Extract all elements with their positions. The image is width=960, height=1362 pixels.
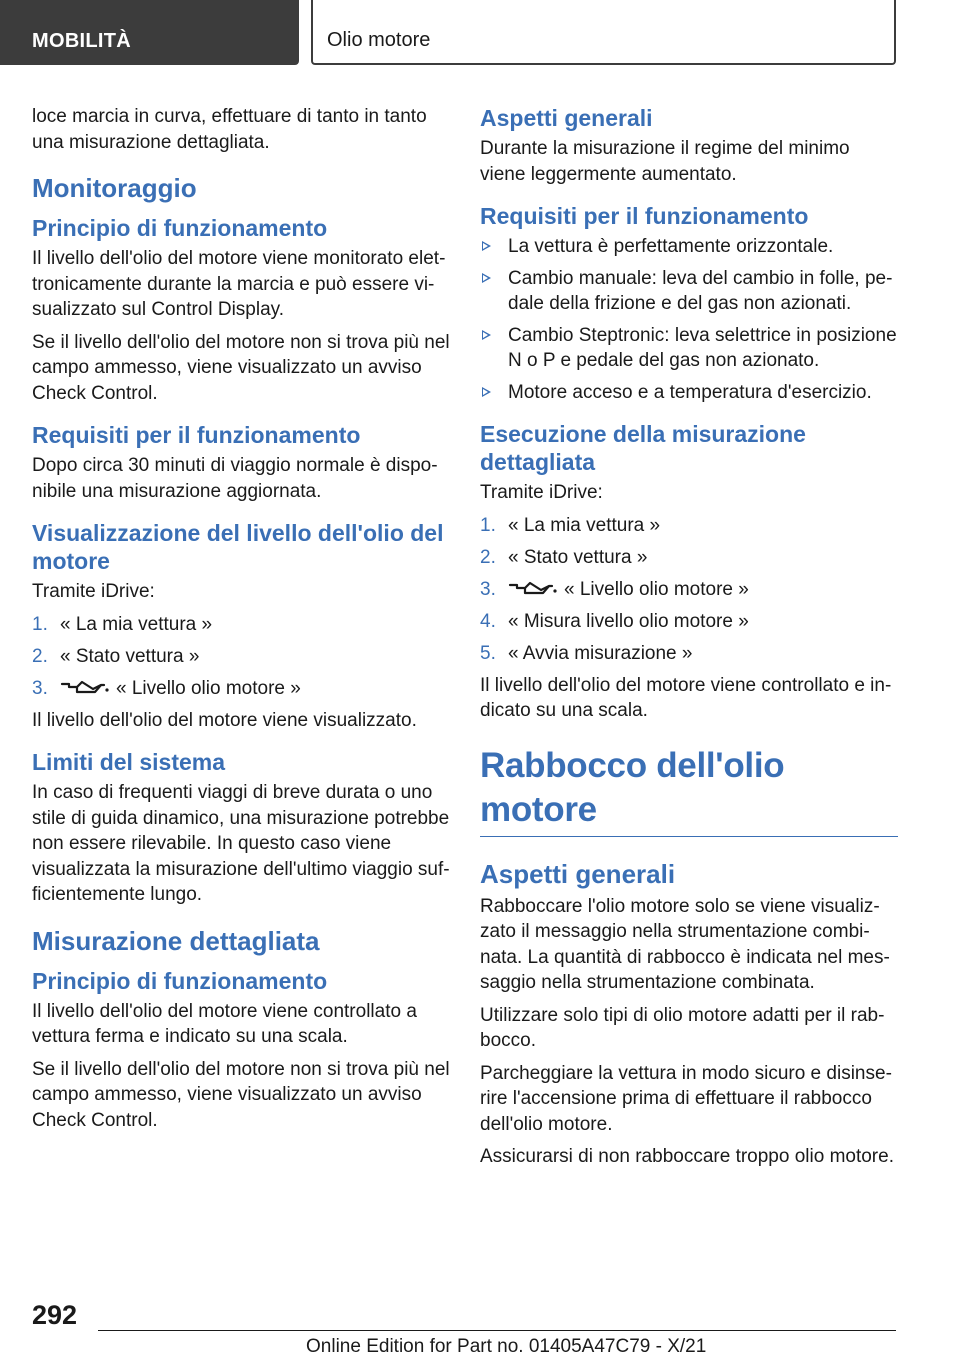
intro-paragraph: loce marcia in curva, effettuare di tanto in tanto una misurazione dettagliata. [32, 106, 427, 153]
header-section-label: MOBILITÀ [32, 30, 132, 52]
paragraph-esecuzione: Il livello dell'olio del motore viene controllato e indicato su una scala. [480, 674, 892, 721]
paragraph-misurazione-1: Il livello dell'olio del motore viene controllato a vettura ferma e indicato su una scala. [32, 1000, 417, 1047]
list-item [480, 641, 898, 667]
right-column [480, 104, 898, 1177]
bullet-text: Cambio manuale: leva del cambio in folle, pedale della frizione e del gas non azionati. [508, 267, 893, 314]
footer-edition: Online Edition for Part no. 01405A47C79 - X/21 [306, 1336, 707, 1357]
triangle-bullet-icon [482, 387, 491, 397]
paragraph-rabbocco-1: Rabboccare l'olio motore solo se viene visualizzato il messaggio nella strumentazione combinata. La quantità di rabbocco è indicata nel messaggio nella strumentazione combinata. [480, 895, 890, 993]
paragraph-requisiti: Dopo circa 30 minuti di viaggio normale è disponibile una misurazione aggiornata. [32, 455, 438, 502]
heading-aspetti-rabbocco: Aspetti generali [480, 858, 676, 889]
step-number: 3. [32, 677, 48, 699]
oil-dipstick-icon [508, 579, 558, 599]
step-text: « La mia vettura » [60, 613, 213, 635]
step-number: 3. [480, 578, 496, 600]
list-item [480, 609, 898, 635]
step-number: 2. [32, 645, 48, 667]
heading-principio-misurazione: Principio di funzionamento [32, 967, 328, 994]
bullet-text: Cambio Steptronic: leva selettrice in posizione N o P e pedale del gas non azionato. [508, 324, 897, 371]
paragraph-principio-1: Il livello dell'olio del motore viene monitorato elettronicamente durante la marcia e può essere visualizzato sul Control Display. [32, 248, 446, 320]
paragraph-rabbocco-2: Utilizzare solo tipi di olio motore adatti per il rabbocco. [480, 1004, 885, 1051]
paragraph-visualizzato: Il livello dell'olio del motore viene visualizzato. [32, 709, 417, 731]
step-text: « Misura livello olio motore » [508, 610, 749, 632]
steps-visualizzazione [32, 612, 450, 702]
step-number: 4. [480, 610, 496, 632]
paragraph-limiti: In caso di frequenti viaggi di breve durata o uno stile di guida dinamico, una misurazione potrebbe non essere rilevabile. In questo caso viene visualizzata la misurazione dell'ultimo viaggio sufficientemente lungo. [32, 782, 450, 905]
list-item [480, 545, 898, 571]
step-text: « Avvia misurazione » [508, 642, 693, 664]
triangle-bullet-icon [482, 273, 491, 283]
step-number: 1. [32, 613, 48, 635]
list-item [480, 323, 898, 374]
paragraph-principio-2: Se il livello dell'olio del motore non si trova più nel campo ammesso, viene visualizzato un avviso Check Control. [32, 331, 450, 404]
heading-misurazione-dettagliata: Misurazione dettagliata [32, 925, 320, 956]
paragraph-tramite-idrive-2: Tramite iDrive: [480, 482, 603, 503]
footer-divider [98, 1330, 896, 1331]
step-text: « La mia vettura » [508, 514, 661, 536]
paragraph-misurazione-2: Se il livello dell'olio del motore non si trova più nel campo ammesso, viene visualizzato un avviso Check Control. [32, 1058, 450, 1131]
list-item [480, 266, 898, 317]
paragraph-aspetti: Durante la misurazione il regime del minimo viene leggermente aumentato. [480, 138, 850, 185]
paragraph-rabbocco-4: Assicurarsi di non rabboccare troppo olio motore. [480, 1146, 894, 1167]
triangle-bullet-icon [482, 330, 491, 340]
heading-aspetti-generali: Aspetti generali [480, 105, 653, 131]
steps-esecuzione [480, 513, 898, 667]
heading-principio-monitoraggio: Principio di funzionamento [32, 215, 328, 241]
heading-rabbocco: Rabbocco dell'olio motore [480, 744, 898, 837]
step-text: « Stato vettura » [508, 546, 648, 568]
left-column [32, 104, 450, 1140]
header-section-tab [0, 0, 299, 65]
list-item [480, 234, 898, 260]
list-item [480, 513, 898, 539]
step-number: 1. [480, 514, 496, 536]
list-item [32, 612, 450, 638]
header-chapter-label: Olio motore [327, 29, 431, 51]
list-item [480, 380, 898, 406]
heading-limiti: Limiti del sistema [32, 749, 226, 775]
oil-dipstick-icon [60, 678, 110, 698]
heading-esecuzione: Esecuzione della misurazione dettagliata [480, 421, 806, 475]
list-item [480, 577, 898, 603]
list-item [32, 644, 450, 670]
requisiti-list [480, 234, 898, 405]
step-text: « Livello olio motore » [564, 578, 749, 600]
bullet-text: Motore acceso e a temperatura d'esercizio. [508, 381, 872, 403]
page-number: 292 [32, 1300, 78, 1330]
header-chapter-tab [311, 0, 896, 65]
paragraph-tramite-idrive: Tramite iDrive: [32, 581, 155, 602]
heading-requisiti-misurazione: Requisiti per il funzionamento [480, 203, 809, 229]
step-text: « Livello olio motore » [116, 677, 301, 699]
step-number: 2. [480, 546, 496, 568]
list-item [32, 676, 450, 702]
step-text: « Stato vettura » [60, 645, 200, 667]
heading-visualizzazione: Visualizzazione del livello dell'olio del motore [32, 520, 444, 574]
heading-monitoraggio: Monitoraggio [32, 173, 197, 203]
step-number: 5. [480, 642, 496, 664]
heading-requisiti-monitoraggio: Requisiti per il funzionamento [32, 422, 361, 448]
bullet-text: La vettura è perfettamente orizzontale. [508, 236, 834, 257]
paragraph-rabbocco-3: Parcheggiare la vettura in modo sicuro e disinserire l'accensione prima di effettuare il rabbocco dell'olio motore. [480, 1062, 892, 1135]
triangle-bullet-icon [482, 241, 491, 251]
